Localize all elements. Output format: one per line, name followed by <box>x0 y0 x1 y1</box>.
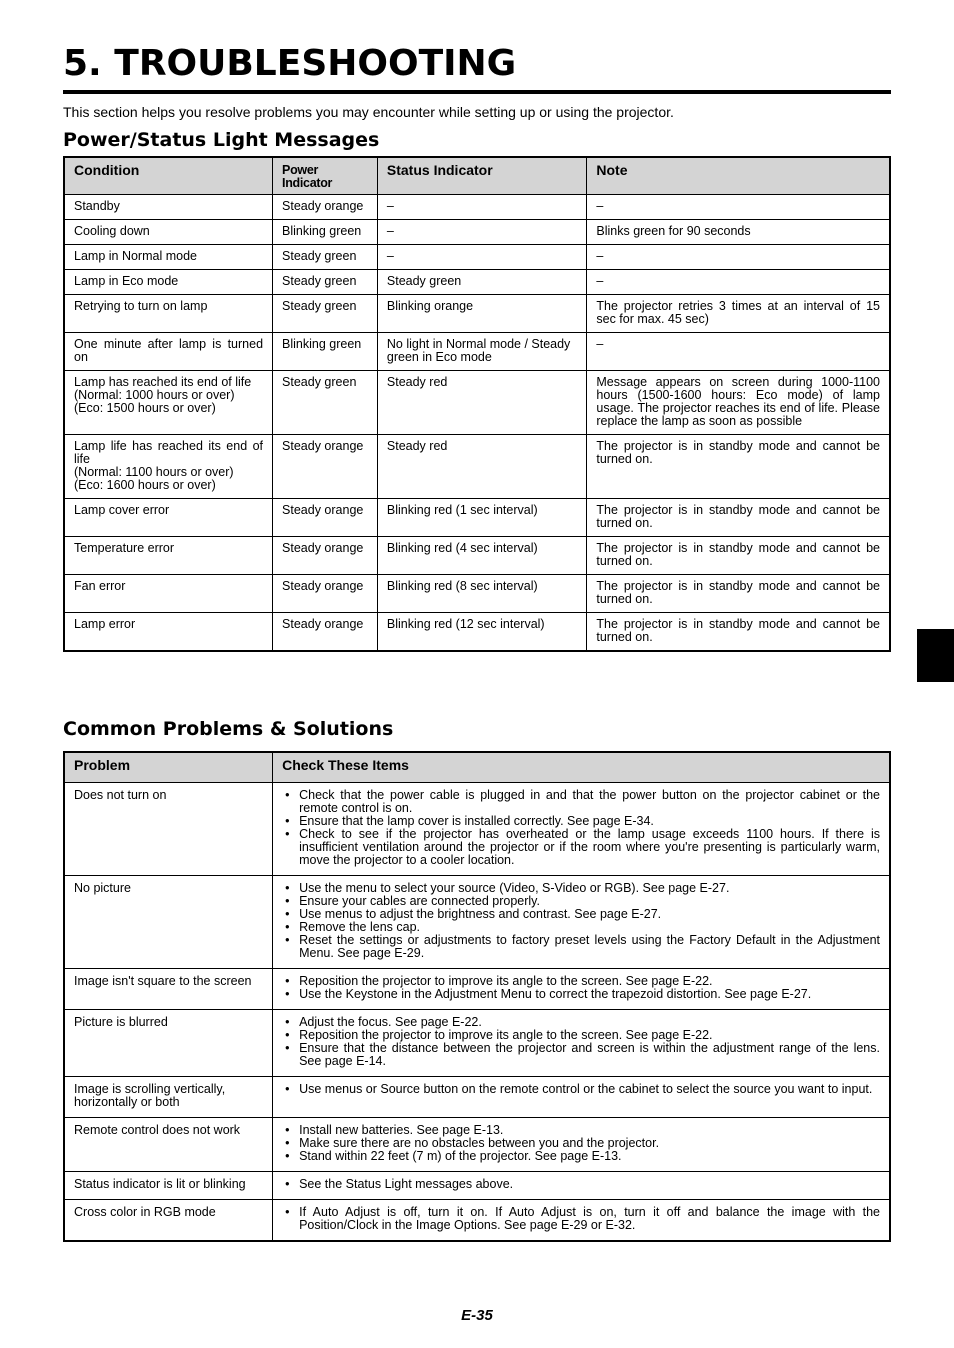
table-row <box>64 575 890 613</box>
note-cell: Blinks green for 90 seconds <box>587 220 890 245</box>
status-indicator-cell: Blinking red (1 sec interval) <box>377 499 586 537</box>
power-indicator-cell: Steady orange <box>273 613 378 652</box>
note-cell: – <box>587 195 890 220</box>
check-item: • Ensure your cables are connected properly. <box>282 895 880 908</box>
table-row <box>64 220 890 245</box>
column-header-problem: Problem <box>64 752 273 782</box>
power-indicator-cell: Steady orange <box>273 195 378 220</box>
status-section-title: Power/Status Light Messages <box>63 129 380 151</box>
check-items-list <box>282 1124 880 1163</box>
check-items-list <box>282 1016 880 1068</box>
condition-cell: Standby <box>64 195 273 220</box>
status-indicator-cell: Blinking red (12 sec interval) <box>377 613 586 652</box>
note-cell: – <box>587 245 890 270</box>
check-items-cell <box>273 1171 890 1199</box>
table-row <box>64 782 890 875</box>
table-header-row <box>64 157 890 195</box>
power-indicator-cell: Steady green <box>273 270 378 295</box>
problem-cell: Status indicator is lit or blinking <box>64 1171 273 1199</box>
check-item: • Make sure there are no obstacles between you and the projector. <box>282 1137 880 1150</box>
table-row <box>64 1009 890 1076</box>
table-row <box>64 333 890 371</box>
problem-cell: Image is scrolling vertically, horizontally or both <box>64 1076 273 1117</box>
column-header-note: Note <box>587 157 890 195</box>
problem-cell: Cross color in RGB mode <box>64 1199 273 1241</box>
note-cell: The projector is in standby mode and cannot be turned on. <box>587 537 890 575</box>
check-item: • Check to see if the projector has overheated or the lamp usage exceeds 1100 hours. If there is insufficient ventilation around the projector or if the room where you're presenting is particularly warm, move the projector to a cooler location. <box>282 828 880 867</box>
problem-cell: Remote control does not work <box>64 1117 273 1171</box>
check-items-cell <box>273 1117 890 1171</box>
check-items-list <box>282 1178 880 1191</box>
table-row <box>64 371 890 435</box>
status-indicator-cell: Steady green <box>377 270 586 295</box>
note-cell: The projector is in standby mode and cannot be turned on. <box>587 499 890 537</box>
check-items-cell <box>273 968 890 1009</box>
power-indicator-cell: Blinking green <box>273 333 378 371</box>
note-cell: The projector is in standby mode and cannot be turned on. <box>587 575 890 613</box>
check-items-cell <box>273 1199 890 1241</box>
table-row <box>64 613 890 652</box>
column-header-power-indicator: Power Indicator <box>273 157 378 195</box>
check-item: • Adjust the focus. See page E-22. <box>282 1016 880 1029</box>
condition-cell: Lamp error <box>64 613 273 652</box>
check-items-cell <box>273 1009 890 1076</box>
power-indicator-cell: Steady orange <box>273 537 378 575</box>
status-indicator-cell: – <box>377 220 586 245</box>
status-indicator-cell: Steady red <box>377 371 586 435</box>
check-item: • Stand within 22 feet (7 m) of the projector. See page E-13. <box>282 1150 880 1163</box>
table-row <box>64 1117 890 1171</box>
table-row <box>64 1076 890 1117</box>
problem-cell: No picture <box>64 875 273 968</box>
check-item: • Ensure that the distance between the projector and screen is within the adjustment range of the lens. See page E-14. <box>282 1042 880 1068</box>
check-item: • Ensure that the lamp cover is installed correctly. See page E-34. <box>282 815 880 828</box>
page-title: 5. TROUBLESHOOTING <box>63 40 891 94</box>
check-item: • Install new batteries. See page E-13. <box>282 1124 880 1137</box>
note-cell: Message appears on screen during 1000-1100 hours (1500-1600 hours: Eco mode) of lamp usage. The projector reaches its end of life. Please replace the lamp as soon as possible <box>587 371 890 435</box>
check-item: • Reposition the projector to improve its angle to the screen. See page E-22. <box>282 975 880 988</box>
chapter-tab-marker <box>917 629 954 682</box>
check-item: • See the Status Light messages above. <box>282 1178 880 1191</box>
condition-cell: Retrying to turn on lamp <box>64 295 273 333</box>
table-header-row <box>64 752 890 782</box>
condition-cell: One minute after lamp is turned on <box>64 333 273 371</box>
table-row <box>64 968 890 1009</box>
status-indicator-cell: – <box>377 245 586 270</box>
note-cell: The projector retries 3 times at an interval of 15 sec for max. 45 sec) <box>587 295 890 333</box>
column-header-check-items: Check These Items <box>273 752 890 782</box>
table-row <box>64 295 890 333</box>
condition-cell: Lamp has reached its end of life (Normal: 1000 hours or over) (Eco: 1500 hours or over) <box>64 371 273 435</box>
power-indicator-cell: Steady orange <box>273 435 378 499</box>
check-items-cell <box>273 875 890 968</box>
column-header-condition: Condition <box>64 157 273 195</box>
table-row <box>64 1171 890 1199</box>
condition-cell: Temperature error <box>64 537 273 575</box>
check-item: • Use the Keystone in the Adjustment Menu to correct the trapezoid distortion. See page E-27. <box>282 988 880 1001</box>
power-indicator-cell: Steady orange <box>273 575 378 613</box>
problem-cell: Picture is blurred <box>64 1009 273 1076</box>
table-row <box>64 1199 890 1241</box>
power-indicator-cell: Steady green <box>273 371 378 435</box>
table-row <box>64 195 890 220</box>
note-cell: – <box>587 333 890 371</box>
table-row <box>64 270 890 295</box>
note-cell: The projector is in standby mode and cannot be turned on. <box>587 435 890 499</box>
check-item: • Use menus to adjust the brightness and contrast. See page E-27. <box>282 908 880 921</box>
table-row <box>64 435 890 499</box>
status-indicator-cell: Blinking red (8 sec interval) <box>377 575 586 613</box>
table-row <box>64 245 890 270</box>
condition-cell: Lamp life has reached its end of life (Normal: 1100 hours or over) (Eco: 1600 hours or over) <box>64 435 273 499</box>
table-row <box>64 875 890 968</box>
status-light-table <box>63 156 891 652</box>
check-items-list <box>282 1206 880 1232</box>
power-indicator-cell: Steady green <box>273 295 378 333</box>
check-item: • Use the menu to select your source (Video, S-Video or RGB). See page E-27. <box>282 882 880 895</box>
condition-cell: Lamp in Normal mode <box>64 245 273 270</box>
problems-section-title: Common Problems & Solutions <box>63 718 394 740</box>
status-indicator-cell: No light in Normal mode / Steady green in Eco mode <box>377 333 586 371</box>
status-indicator-cell: – <box>377 195 586 220</box>
condition-cell: Lamp cover error <box>64 499 273 537</box>
power-indicator-cell: Steady orange <box>273 499 378 537</box>
condition-cell: Cooling down <box>64 220 273 245</box>
status-indicator-cell: Blinking orange <box>377 295 586 333</box>
status-indicator-cell: Steady red <box>377 435 586 499</box>
check-items-cell <box>273 1076 890 1117</box>
problems-table <box>63 751 891 1242</box>
condition-cell: Fan error <box>64 575 273 613</box>
power-indicator-cell: Blinking green <box>273 220 378 245</box>
status-indicator-cell: Blinking red (4 sec interval) <box>377 537 586 575</box>
problem-cell: Image isn't square to the screen <box>64 968 273 1009</box>
check-item: • Check that the power cable is plugged in and that the power button on the projector cabinet or the remote control is on. <box>282 789 880 815</box>
check-item: • If Auto Adjust is off, turn it on. If Auto Adjust is on, turn it off and balance the image with the Position/Clock in the Image Options. See page E-29 or E-32. <box>282 1206 880 1232</box>
power-indicator-cell: Steady green <box>273 245 378 270</box>
table-row <box>64 499 890 537</box>
check-items-cell <box>273 782 890 875</box>
note-cell: – <box>587 270 890 295</box>
condition-cell: Lamp in Eco mode <box>64 270 273 295</box>
check-item: • Use menus or Source button on the remote control or the cabinet to select the source you want to input. <box>282 1083 880 1096</box>
check-item: • Reset the settings or adjustments to factory preset levels using the Factory Default in the Adjustment Menu. See page E-29. <box>282 934 880 960</box>
problem-cell: Does not turn on <box>64 782 273 875</box>
table-row <box>64 537 890 575</box>
intro-text: This section helps you resolve problems you may encounter while setting up or using the projector. <box>63 104 674 120</box>
check-items-list <box>282 975 880 1001</box>
check-items-list <box>282 882 880 960</box>
check-items-list <box>282 789 880 867</box>
check-item: • Reposition the projector to improve its angle to the screen. See page E-22. <box>282 1029 880 1042</box>
check-item: • Remove the lens cap. <box>282 921 880 934</box>
column-header-status-indicator: Status Indicator <box>377 157 586 195</box>
check-items-list <box>282 1083 880 1096</box>
page-number: E-35 <box>461 1307 493 1324</box>
note-cell: The projector is in standby mode and cannot be turned on. <box>587 613 890 652</box>
